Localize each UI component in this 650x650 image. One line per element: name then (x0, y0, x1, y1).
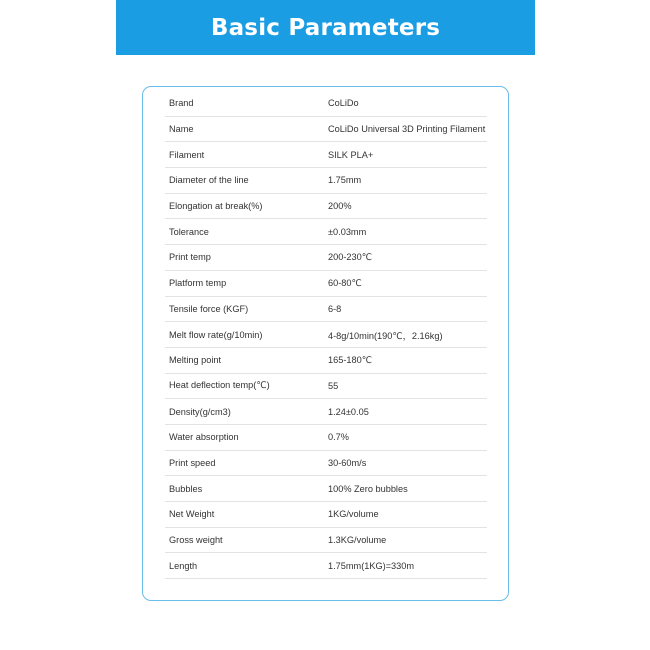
param-label: Water absorption (169, 432, 239, 443)
table-row (165, 168, 487, 194)
param-value: 100% Zero bubbles (328, 483, 408, 494)
param-label: Gross weight (169, 535, 223, 546)
param-label: Tensile force (KGF) (169, 303, 249, 314)
parameters-table (165, 91, 487, 579)
param-value: 6-8 (328, 303, 342, 314)
table-row (165, 271, 487, 297)
table-row (165, 219, 487, 245)
table-row (165, 117, 487, 143)
param-value: 200-230℃ (328, 251, 373, 262)
param-label: Diameter of the line (169, 175, 249, 186)
param-value: ±0.03mm (328, 226, 367, 237)
param-label: Net Weight (169, 509, 215, 520)
table-row (165, 528, 487, 554)
param-value: 0.7% (328, 432, 349, 443)
param-value: 1.24±0.05 (328, 406, 369, 417)
param-label: Heat deflection temp(℃) (169, 380, 270, 391)
table-row (165, 399, 487, 425)
table-row (165, 374, 487, 400)
param-value: 4-8g/10min(190℃，2.16kg) (328, 330, 443, 341)
param-label: Tolerance (169, 226, 209, 237)
param-value: 1.3KG/volume (328, 535, 387, 546)
param-value: 60-80℃ (328, 277, 362, 288)
param-label: Print temp (169, 252, 211, 263)
param-value: 30-60m/s (328, 457, 367, 468)
table-row (165, 476, 487, 502)
param-label: Length (169, 560, 198, 571)
table-row (165, 142, 487, 168)
param-value: SILK PLA+ (328, 149, 374, 160)
table-row (165, 502, 487, 528)
table-row (165, 297, 487, 323)
param-value: 55 (328, 380, 339, 391)
param-label: Elongation at break(%) (169, 201, 263, 212)
param-label: Bubbles (169, 483, 203, 494)
param-label: Platform temp (169, 278, 227, 289)
table-row (165, 91, 487, 117)
param-label: Melting point (169, 355, 222, 366)
param-value: 165-180℃ (328, 354, 373, 365)
table-row (165, 553, 487, 579)
param-label: Melt flow rate(g/10min) (169, 329, 263, 340)
table-row (165, 194, 487, 220)
param-value: 200% (328, 201, 352, 212)
table-row (165, 322, 487, 348)
param-value: CoLiDo Universal 3D Printing Filament (328, 124, 486, 135)
param-label: Print speed (169, 457, 216, 468)
table-row (165, 348, 487, 374)
parameters-card (142, 86, 509, 601)
param-label: Filament (169, 149, 205, 160)
table-row (165, 245, 487, 271)
param-label: Name (169, 124, 194, 135)
table-row (165, 451, 487, 477)
param-value: CoLiDo (328, 98, 359, 109)
param-value: 1.75mm (328, 175, 362, 186)
param-label: Brand (169, 98, 194, 109)
page-title: Basic Parameters (210, 14, 441, 41)
param-value: 1KG/volume (328, 509, 379, 520)
param-value: 1.75mm(1KG)=330m (328, 560, 415, 571)
table-row (165, 425, 487, 451)
param-label: Density(g/cm3) (169, 406, 231, 417)
header-banner (116, 0, 535, 55)
